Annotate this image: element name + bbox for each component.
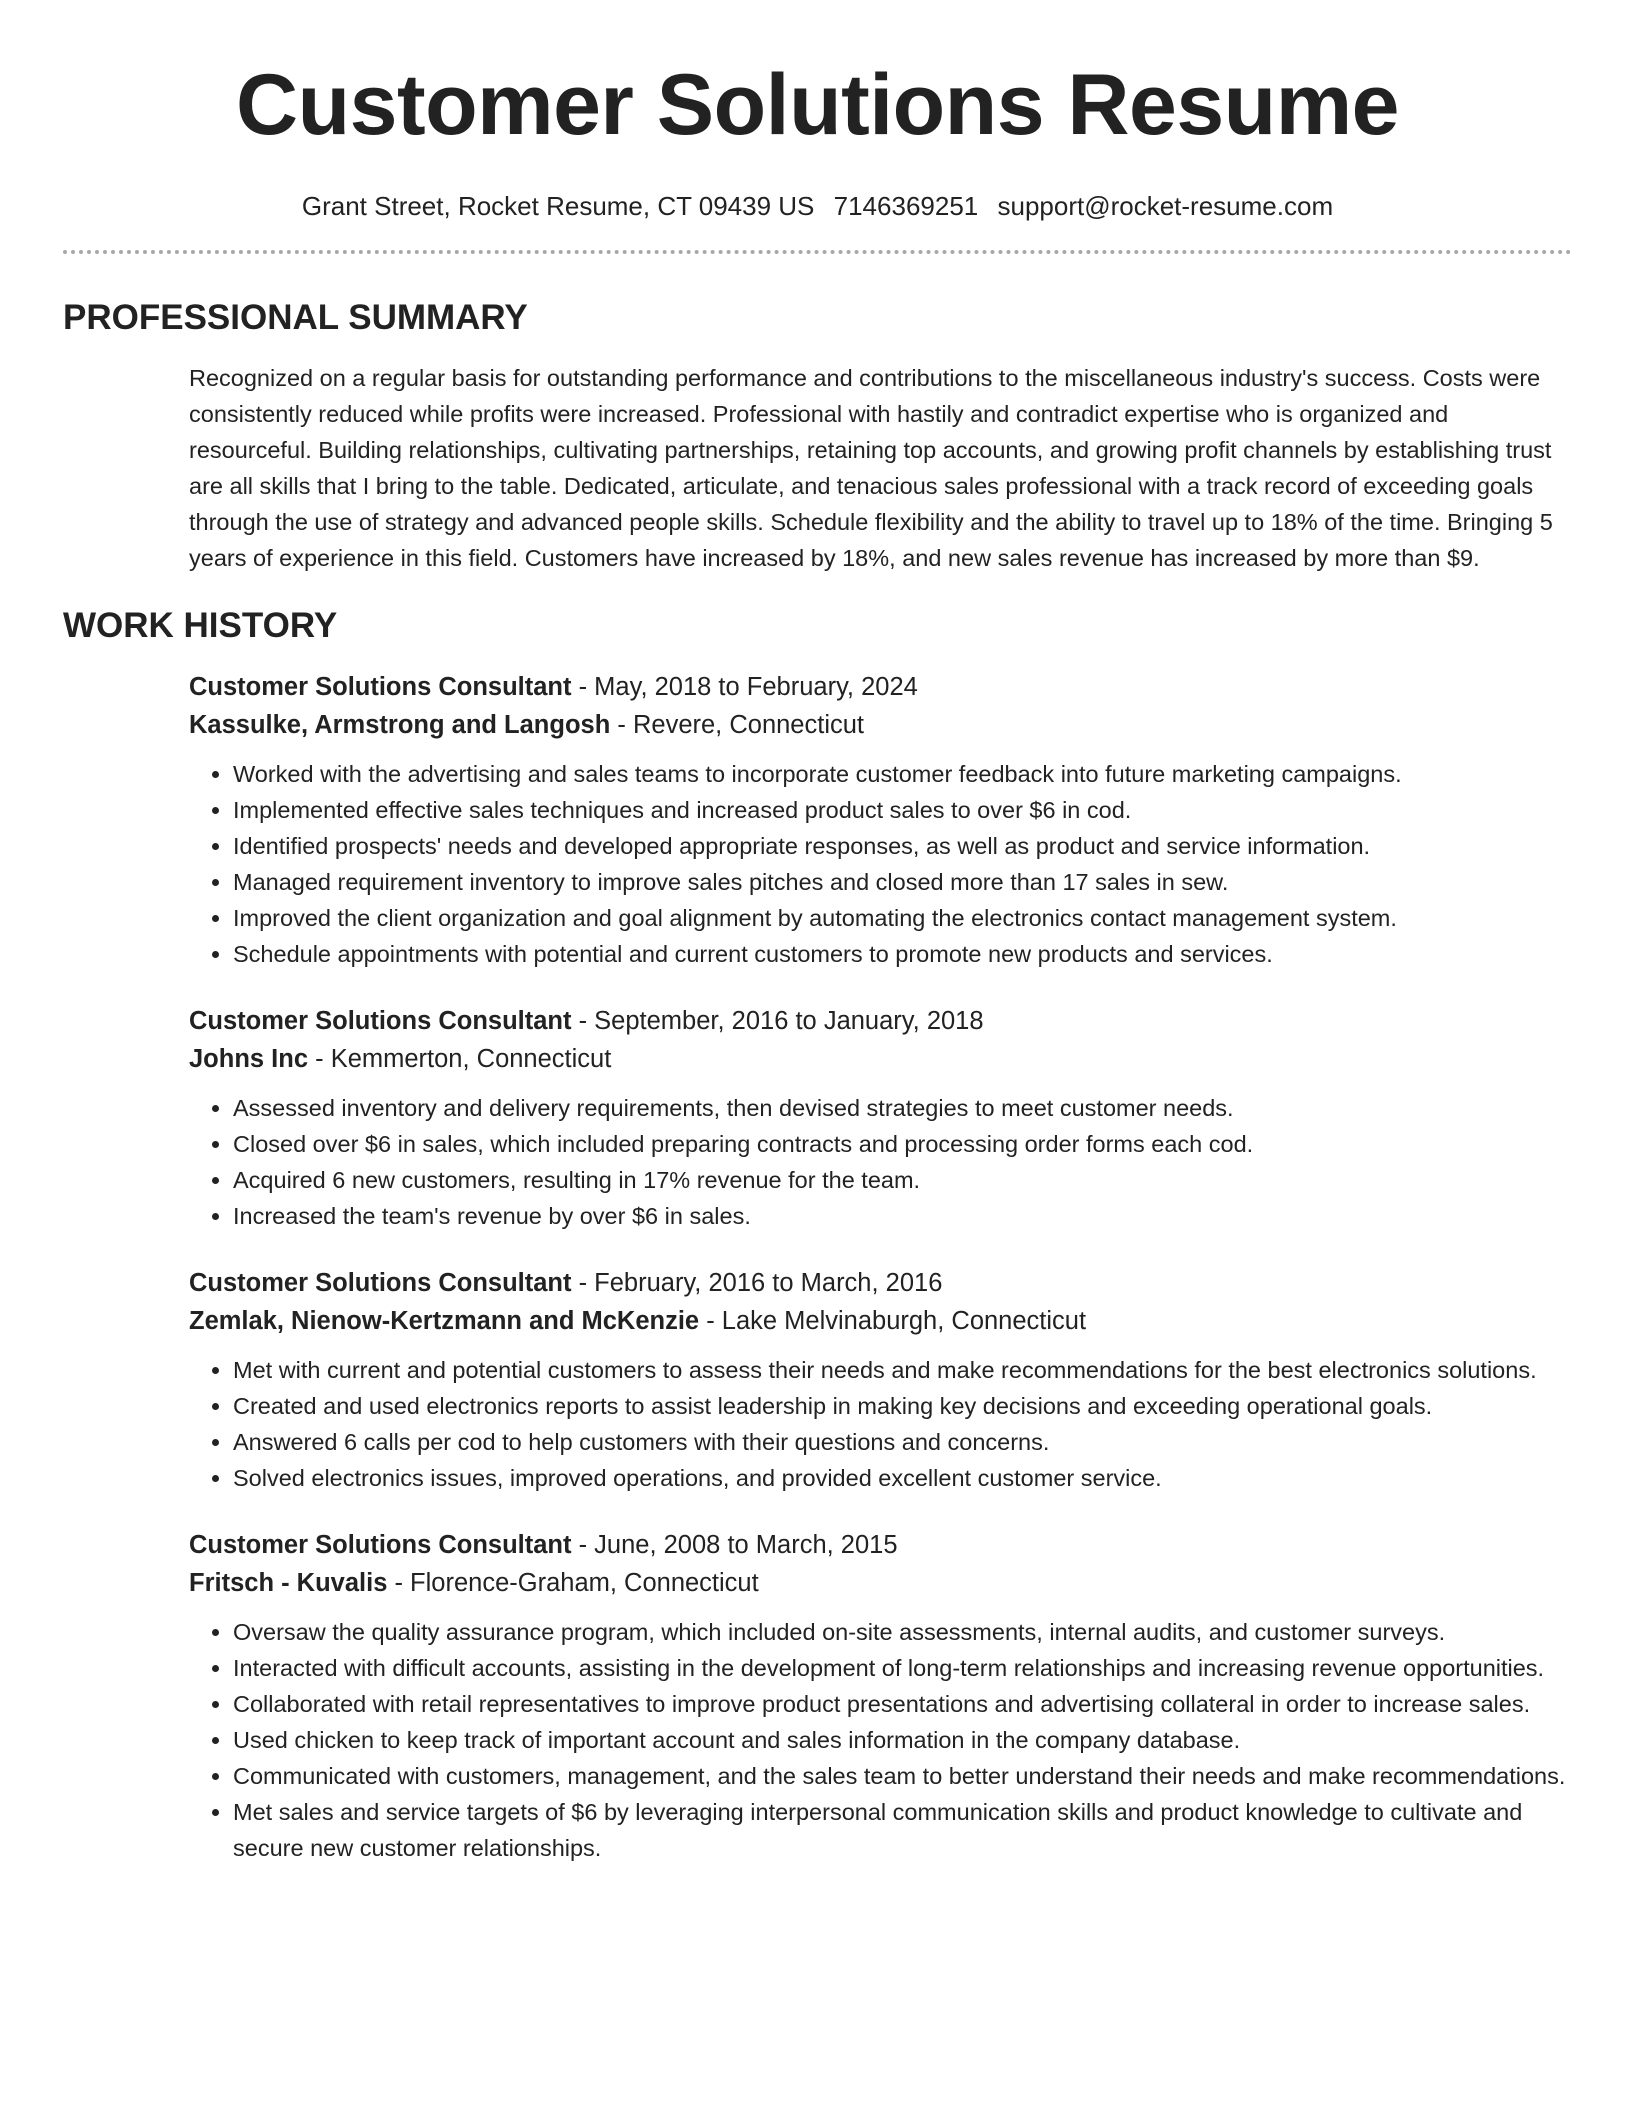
contact-line	[63, 190, 1572, 222]
job-entry	[189, 1526, 1572, 1866]
job-title-line	[189, 668, 1572, 706]
job-bullet: • Implemented effective sales techniques and increased product sales to over $6 in cod.	[233, 792, 1572, 828]
resume-title: Customer Solutions Resume	[235, 57, 1400, 153]
job-dates: - February, 2016 to March, 2016	[571, 1269, 943, 1297]
header-divider	[63, 250, 1572, 254]
job-bullet: • Acquired 6 new customers, resulting in 17% revenue for the team.	[233, 1162, 1572, 1198]
job-bullet: • Worked with the advertising and sales teams to incorporate customer feedback into future marketing campaigns.	[233, 756, 1572, 792]
job-bullet: • Used chicken to keep track of important account and sales information in the company database.	[233, 1722, 1572, 1758]
job-title: Customer Solutions Consultant	[189, 673, 572, 701]
job-company: Fritsch - Kuvalis	[189, 1569, 388, 1597]
job-title: Customer Solutions Consultant	[189, 1269, 572, 1297]
job-title: Customer Solutions Consultant	[189, 1531, 572, 1559]
job-bullet: • Assessed inventory and delivery requirements, then devised strategies to meet customer needs.	[233, 1090, 1572, 1126]
job-bullet: • Met with current and potential customers to assess their needs and make recommendations for the best electronics solutions.	[233, 1352, 1572, 1388]
job-bullet: • Created and used electronics reports to assist leadership in making key decisions and exceeding operational goals.	[233, 1388, 1572, 1424]
job-title-line	[189, 1264, 1572, 1302]
job-bullet: • Schedule appointments with potential and current customers to promote new products and services.	[233, 936, 1572, 972]
job-bullet: • Interacted with difficult accounts, assisting in the development of long-term relationships and increasing revenue opportunities.	[233, 1650, 1572, 1686]
job-bullet: • Closed over $6 in sales, which included preparing contracts and processing order forms each cod.	[233, 1126, 1572, 1162]
summary-text: Recognized on a regular basis for outstanding performance and contributions to the miscellaneous industry's success. Costs were consistently reduced while profits were increased. Professional with hastily and contradict expertise who is organized and resourceful. Building relationships, cultivating partnerships, retaining top accounts, and growing profit channels by establishing trust are all skills that I bring to the table. Dedicated, articulate, and tenacious sales professional with a track record of exceeding goals through the use of strategy and advanced people skills. Schedule flexibility and the ability to travel up to 18% of the time. Bringing 5 years of experience in this field. Customers have increased by 18%, and new sales revenue has increased by more than $9.	[189, 365, 1553, 571]
job-location: - Kemmerton, Connecticut	[308, 1045, 612, 1073]
job-bullet-list	[189, 756, 1572, 972]
job-bullet-list	[189, 1352, 1572, 1496]
job-bullet: • Managed requirement inventory to improve sales pitches and closed more than 17 sales in sew.	[233, 864, 1572, 900]
job-company: Kassulke, Armstrong and Langosh	[189, 711, 611, 739]
job-company-line	[189, 1302, 1572, 1340]
job-dates: - September, 2016 to January, 2018	[571, 1007, 984, 1035]
job-location: - Revere, Connecticut	[610, 711, 865, 739]
job-entry	[189, 1002, 1572, 1234]
job-company: Johns Inc	[189, 1045, 309, 1073]
job-location: - Florence-Graham, Connecticut	[387, 1569, 759, 1597]
job-bullet-list	[189, 1090, 1572, 1234]
job-title: Customer Solutions Consultant	[189, 1007, 572, 1035]
job-location: - Lake Melvinaburgh, Connecticut	[699, 1307, 1087, 1335]
job-bullet: • Increased the team's revenue by over $6 in sales.	[233, 1198, 1572, 1234]
job-company: Zemlak, Nienow-Kertzmann and McKenzie	[189, 1307, 700, 1335]
job-company-line	[189, 1564, 1572, 1602]
job-dates: - June, 2008 to March, 2015	[571, 1531, 898, 1559]
job-bullet-list	[189, 1614, 1572, 1866]
job-bullet: • Answered 6 calls per cod to help customers with their questions and concerns.	[233, 1424, 1572, 1460]
job-title-line	[189, 1526, 1572, 1564]
job-bullet: • Improved the client organization and goal alignment by automating the electronics contact management system.	[233, 900, 1572, 936]
job-dates: - May, 2018 to February, 2024	[571, 673, 918, 701]
job-title-line	[189, 1002, 1572, 1040]
job-bullet: • Met sales and service targets of $6 by leveraging interpersonal communication skills and product knowledge to cultivate and secure new customer relationships.	[233, 1794, 1572, 1866]
contact-address: Grant Street, Rocket Resume, CT 09439 US	[301, 191, 815, 221]
work-history-heading: WORK HISTORY	[63, 606, 338, 645]
summary-heading: PROFESSIONAL SUMMARY	[63, 298, 528, 337]
contact-phone: 7146369251	[833, 191, 979, 221]
job-bullet: • Collaborated with retail representatives to improve product presentations and advertising collateral in order to increase sales.	[233, 1686, 1572, 1722]
job-entry	[189, 1264, 1572, 1496]
job-company-line	[189, 1040, 1572, 1078]
job-entry	[189, 668, 1572, 972]
job-bullet: • Oversaw the quality assurance program, which included on-site assessments, internal audits, and customer surveys.	[233, 1614, 1572, 1650]
contact-email: support@rocket-resume.com	[997, 191, 1334, 221]
job-bullet: • Solved electronics issues, improved operations, and provided excellent customer service.	[233, 1460, 1572, 1496]
job-bullet: • Communicated with customers, management, and the sales team to better understand their needs and make recommendations.	[233, 1758, 1572, 1794]
job-bullet: • Identified prospects' needs and developed appropriate responses, as well as product and service information.	[233, 828, 1572, 864]
job-company-line	[189, 706, 1572, 744]
